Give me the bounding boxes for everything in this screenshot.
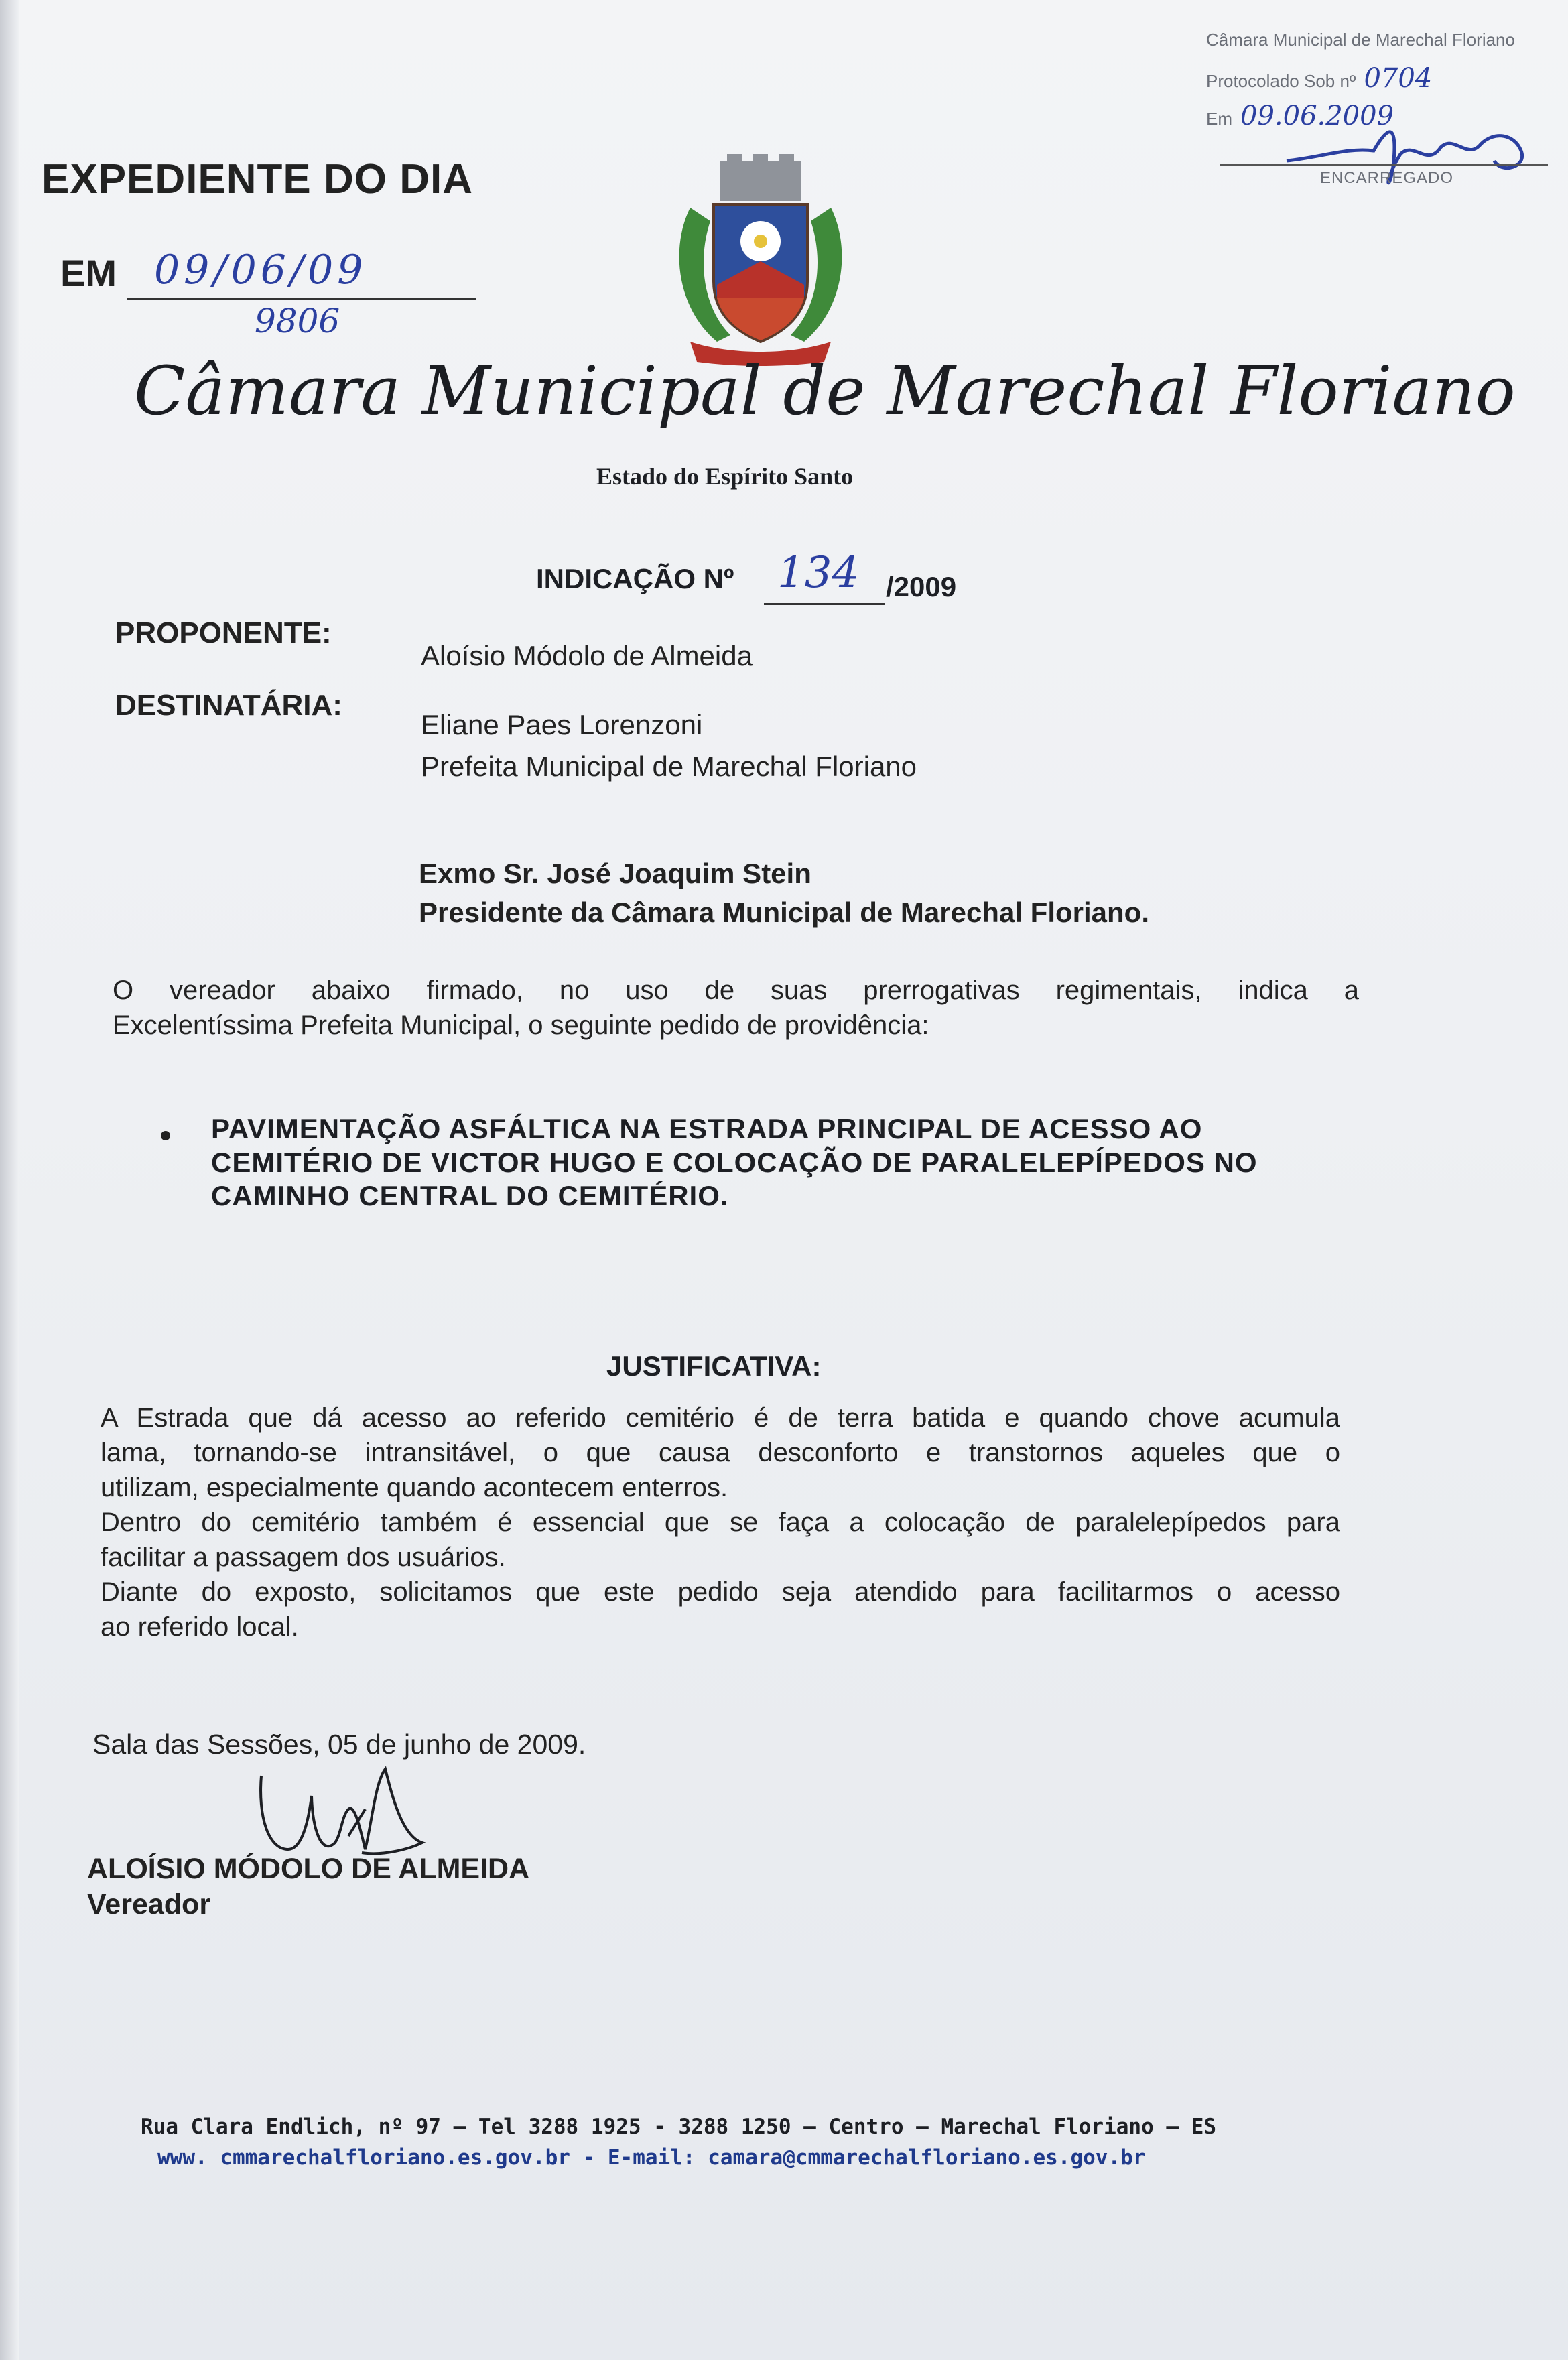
expediente-title: EXPEDIENTE DO DIA	[42, 156, 473, 202]
footer-email[interactable]: camara@cmmarechalfloriano.es.gov.br	[708, 2146, 1146, 2170]
justificativa-line: Diante do exposto, solicitamos que este pedido seja atendido para facilitarmos o acesso	[101, 1577, 1340, 1607]
stamp-encarregado: ENCARREGADO	[1320, 169, 1454, 187]
proponente-label: PROPONENTE:	[115, 616, 332, 649]
place-date: Sala das Sessões, 05 de junho de 2009.	[92, 1729, 586, 1760]
stamp-date-label: Em	[1206, 109, 1232, 129]
page-edge-shadow	[0, 0, 19, 2360]
expediente-number: 9806	[255, 302, 340, 340]
justificativa-line: A Estrada que dá acesso ao referido cemitério é de terra batida e quando chove acumula	[101, 1403, 1340, 1433]
request-bullet	[211, 1112, 1350, 1213]
signer-role: Vereador	[87, 1888, 211, 1920]
stamp-date-value: 09.06.2009	[1240, 101, 1394, 131]
justificativa-line: lama, tornando-se intransitável, o que causa desconforto e transtornos aqueles que o	[101, 1438, 1340, 1467]
municipal-crest-icon	[663, 154, 858, 369]
indicacao-number-line	[764, 603, 885, 605]
proponente-value: Aloísio Módolo de Almeida	[421, 640, 753, 671]
indicacao-label: INDICAÇÃO Nº	[536, 563, 734, 594]
bullet-dot	[161, 1131, 170, 1140]
justificativa-line: Dentro do cemitério também é essencial que se faça a colocação de paralelepípedos para	[101, 1508, 1340, 1537]
expediente-date: 09/06/09	[154, 247, 367, 293]
stamp-rule	[1220, 164, 1548, 166]
state-name: Estado do Espírito Santo	[596, 463, 854, 490]
footer-email-label: - E-mail:	[570, 2146, 708, 2170]
addressee-role: Presidente da Câmara Municipal de Marechal Floriano.	[419, 897, 1149, 928]
justificativa-line: ao referido local.	[101, 1612, 299, 1642]
footer-website[interactable]: www. cmmarechalfloriano.es.gov.br	[157, 2146, 570, 2170]
protocol-stamp	[1199, 20, 1561, 201]
indicacao-year: /2009	[886, 571, 957, 602]
indicacao-number: 134	[777, 548, 860, 598]
expediente-em-label: EM	[60, 252, 117, 294]
addressee-name: Exmo Sr. José Joaquim Stein	[419, 858, 811, 889]
stamp-protocol-label: Protocolado Sob nº	[1206, 71, 1356, 91]
justificativa-body	[101, 1400, 1340, 1644]
footer-contact	[157, 2146, 1145, 2170]
stamp-line-chamber: Câmara Municipal de Marechal Floriano	[1206, 29, 1515, 50]
chamber-name: Câmara Municipal de Marechal Floriano	[134, 352, 1516, 430]
justificativa-title: JUSTIFICATIVA:	[606, 1350, 822, 1382]
stamp-protocol-line	[1206, 63, 1432, 94]
request-line-2: CEMITÉRIO DE VICTOR HUGO E COLOCAÇÃO DE PARALELEPÍPEDOS NO	[211, 1146, 1258, 1178]
justificativa-line: utilizam, especialmente quando acontecem enterros.	[101, 1473, 728, 1502]
intro-line-2: Excelentíssima Prefeita Municipal, o seguinte pedido de providência:	[113, 1010, 929, 1040]
destinataria-label: DESTINATÁRIA:	[115, 689, 342, 722]
destinataria-name: Eliane Paes Lorenzoni	[421, 709, 703, 740]
justificativa-line: facilitar a passagem dos usuários.	[101, 1543, 506, 1572]
stamp-signature-icon	[1280, 121, 1548, 201]
intro-line-1: O vereador abaixo firmado, no uso de suas prerrogativas regimentais, indica a	[113, 976, 1359, 1005]
signer-name: ALOÍSIO MÓDOLO DE ALMEIDA	[87, 1853, 530, 1885]
footer-address: Rua Clara Endlich, nº 97 – Tel 3288 1925 - 3288 1250 – Centro – Marechal Floriano – ES	[141, 2115, 1217, 2139]
expediente-date-line	[127, 298, 476, 300]
stamp-protocol-number: 0704	[1364, 63, 1433, 94]
request-line-1: PAVIMENTAÇÃO ASFÁLTICA NA ESTRADA PRINCIPAL DE ACESSO AO	[211, 1113, 1203, 1144]
request-line-3: CAMINHO CENTRAL DO CEMITÉRIO.	[211, 1180, 729, 1211]
destinataria-role: Prefeita Municipal de Marechal Floriano	[421, 750, 917, 782]
